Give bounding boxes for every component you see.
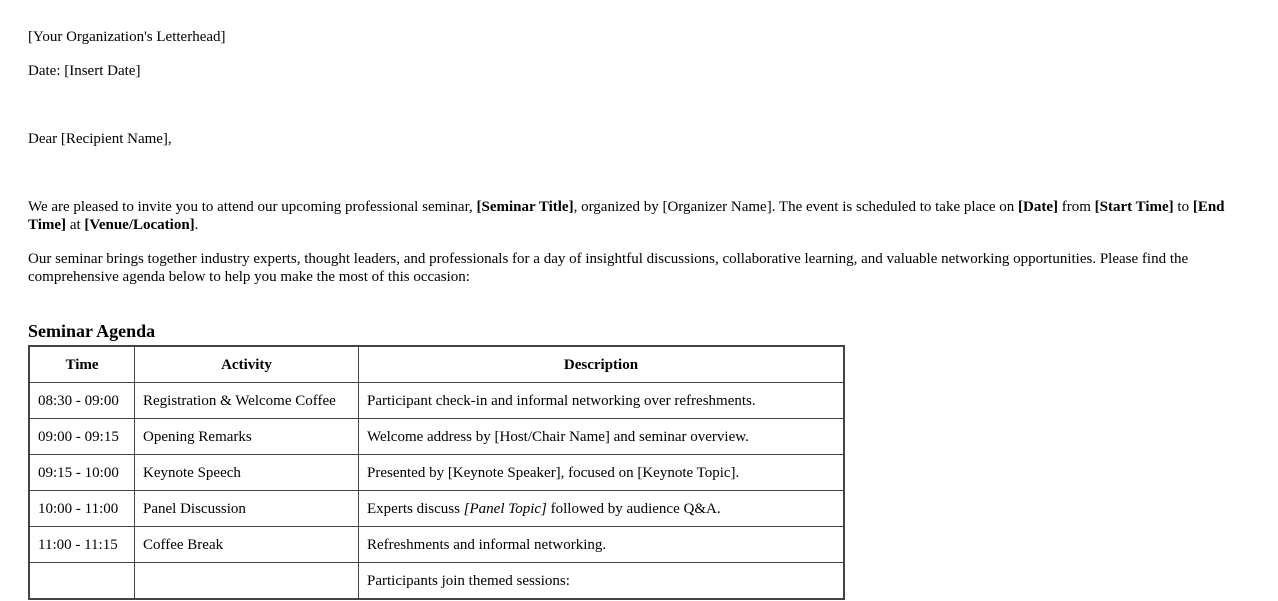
description-text: followed by audience Q&A. [546,500,721,517]
date-placeholder: [Date] [1018,199,1058,215]
end-time-placeholder: [End Time] [28,199,1225,233]
letterhead-placeholder: [Your Organization's Letterhead] [28,29,226,45]
table-row [29,419,844,455]
table-row [29,455,844,491]
cell-activity: Keynote Speech [135,455,359,491]
description-text: Experts discuss [367,500,464,517]
salutation: Dear [Recipient Name], [28,131,172,147]
cell-time [29,563,135,600]
cell-description [359,491,845,527]
cell-time: 08:30 - 09:00 [29,383,135,419]
para1-text-2: , organized by [Organizer Name]. The event is scheduled to take place on [573,199,1018,215]
seminar-title-placeholder: [Seminar Title] [476,199,574,215]
table-row [29,527,844,563]
header-description: Description [359,346,845,383]
invitation-paragraph [28,198,1250,234]
cell-time: 10:00 - 11:00 [29,491,135,527]
cell-time: 11:00 - 11:15 [29,527,135,563]
start-time-placeholder: [Start Time] [1094,199,1174,215]
table-row [29,491,844,527]
table-row [29,383,844,419]
venue-placeholder: [Venue/Location] [84,217,195,233]
header-time: Time [29,346,135,383]
agenda-header-row [29,346,844,383]
para1-text-4: to [1173,199,1193,215]
para1-text-5: at [66,217,85,233]
seminar-description-paragraph: Our seminar brings together industry experts, thought leaders, and professionals for a day of insightful discussions, collaborative learning, and valuable networking opportunities. Please find the comprehensive agenda below to help you make the most of this occasion: [28,251,1189,285]
cell-activity: Coffee Break [135,527,359,563]
agenda-table [28,345,845,600]
cell-description: Presented by [Keynote Speaker], focused on [Keynote Topic]. [359,455,845,491]
header-activity: Activity [135,346,359,383]
panel-topic-placeholder: [Panel Topic] [463,500,547,517]
cell-activity: Registration & Welcome Coffee [135,383,359,419]
cell-time: 09:15 - 10:00 [29,455,135,491]
cell-description: Welcome address by [Host/Chair Name] and seminar overview. [359,419,845,455]
para1-text-3: from [1057,199,1095,215]
agenda-heading: Seminar Agenda [28,320,156,341]
cell-description: Participant check-in and informal networking over refreshments. [359,383,845,419]
para1-text-6: . [194,217,199,233]
para1-text-1: We are pleased to invite you to attend our upcoming professional seminar, [28,199,477,215]
table-row [29,563,844,600]
cell-description: Refreshments and informal networking. [359,527,845,563]
date-line: Date: [Insert Date] [28,63,141,79]
cell-activity: Panel Discussion [135,491,359,527]
cell-activity [135,563,359,600]
cell-time: 09:00 - 09:15 [29,419,135,455]
cell-activity: Opening Remarks [135,419,359,455]
cell-description: Participants join themed sessions: [359,563,845,600]
